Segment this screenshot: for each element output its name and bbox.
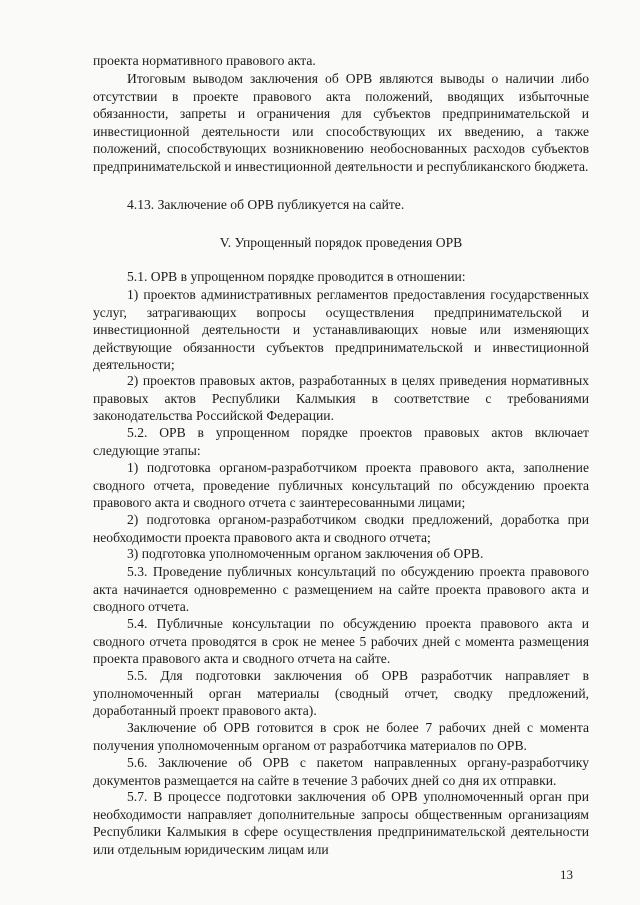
- paragraph-4-13: 4.13. Заключение об ОРВ публикуется на сайте.: [127, 197, 405, 212]
- paragraph-5-2-item-2: 2) подготовка органом-разработчиком сводки предложений, доработка при необходимости проекта правового акта и сводного отчета;: [93, 512, 589, 545]
- page-number: 13: [560, 867, 573, 882]
- paragraph-5-2: 5.2. ОРВ в упрощенном порядке проектов правовых актов включает следующие этапы:: [93, 425, 589, 458]
- paragraph-5-1-item-1: 1) проектов административных регламентов предоставления государственных услуг, затрагивающих вопросы осуществления предпринимательской и инвестиционной деятельности и устанавливающих новые или изменяющих действующие обязанности субъектов предпринимательской и инвестиционной деятельности;: [93, 287, 589, 373]
- paragraph-5-4: 5.4. Публичные консультации по обсуждению проекта правового акта и сводного отчета проводятся в срок не менее 5 рабочих дней с момента размещения проекта правового акта и сводного отчета на сайте.: [93, 616, 589, 667]
- paragraph-5-6: 5.6. Заключение об ОРВ с пакетом направленных органу-разработчику документов размещается на сайте в течение 3 рабочих дней со дня их отправки.: [93, 755, 589, 788]
- paragraph-5-2-item-1: 1) подготовка органом-разработчиком проекта правового акта, заполнение сводного отчета, проведение публичных консультаций по обсуждению проекта правового акта и сводного отчета с заинтересованными лицами;: [93, 460, 589, 511]
- paragraph-5-1-item-2: 2) проектов правовых актов, разработанных в целях приведения нормативных правовых актов Республики Калмыкия в соответствие с требованиями законодательства Российской Федерации.: [93, 373, 589, 424]
- paragraph-5-3: 5.3. Проведение публичных консультаций по обсуждению проекта правового акта начинается одновременно с размещением на сайте проекта правового акта и сводного отчета.: [93, 564, 589, 615]
- paragraph-5-5: 5.5. Для подготовки заключения об ОРВ разработчик направляет в уполномоченный орган материалы (сводный отчет, сводку предложений, доработанный проект правового акта).: [93, 668, 589, 719]
- paragraph-5-1: 5.1. ОРВ в упрощенном порядке проводится в отношении:: [127, 269, 466, 284]
- paragraph-continuation: проекта нормативного правового акта.: [93, 53, 316, 68]
- paragraph-5-2-item-3: 3) подготовка уполномоченным органом заключения об ОРВ.: [127, 546, 484, 561]
- section-heading: V. Упрощенный порядок проведения ОРВ: [219, 235, 463, 250]
- paragraph-5-7: 5.7. В процессе подготовки заключения об ОРВ уполномоченный орган при необходимости направляет дополнительные запросы общественным организациям Республики Калмыкия в сфере осуществления предпринимательской деятельности или отдельным юридическим лицам или: [93, 789, 589, 857]
- paragraph-conclusion-deadline: Заключение об ОРВ готовится в срок не более 7 рабочих дней с момента получения уполномоченным органом от разработчика материалов по ОРВ.: [93, 720, 589, 753]
- paragraph-final-conclusion: Итоговым выводом заключения об ОРВ являются выводы о наличии либо отсутствии в проекте правового акта положений, вводящих избыточные обязанности, запреты и ограничения для субъектов предпринимательской и инвестиционной деятельности или способствующих их введению, а также положений, способствующих возникновению необоснованных расходов субъектов предпринимательской и инвестиционной деятельности и республиканского бюджета.: [93, 71, 589, 174]
